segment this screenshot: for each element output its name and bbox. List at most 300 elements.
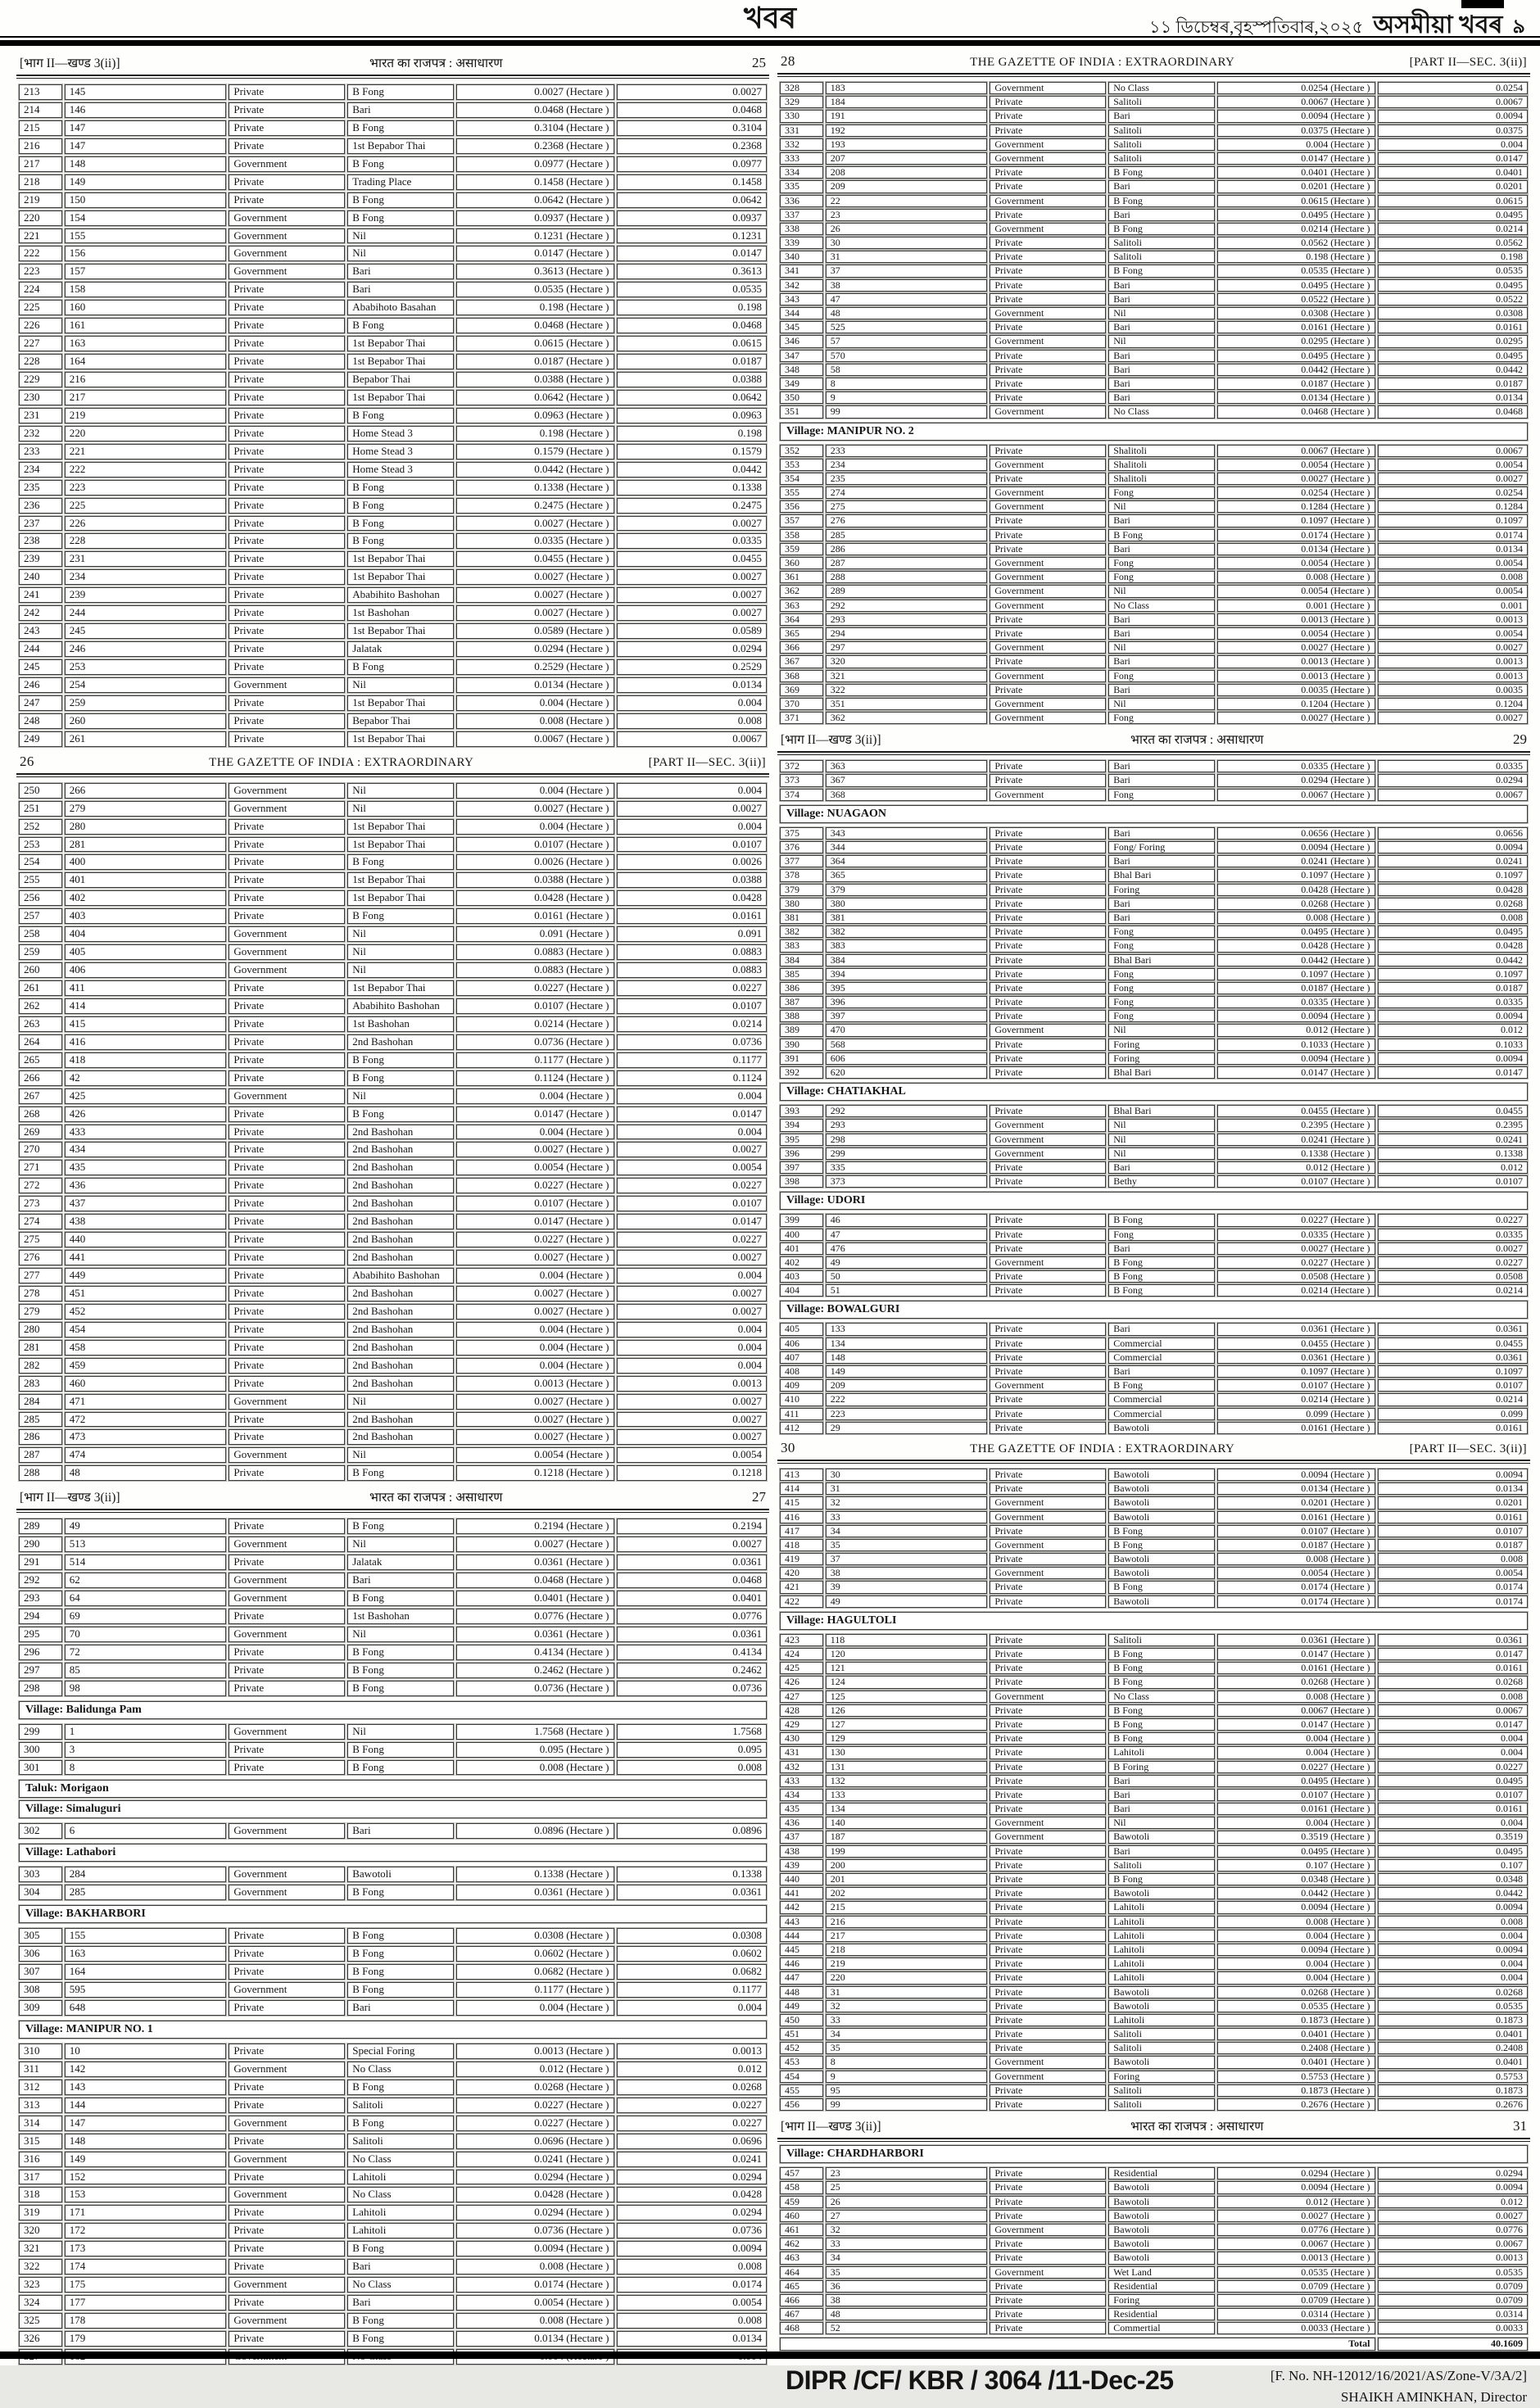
cell-dag-number: 218 [826, 1944, 988, 1956]
cell-ownership: Government [990, 1496, 1106, 1509]
cell-dag-number: 62 [65, 1573, 227, 1588]
cell-dag-number: 275 [826, 500, 988, 513]
cell-serial: 430 [780, 1732, 823, 1745]
cell-area-hectare: 0.0174 (Hectare ) [456, 2277, 614, 2293]
cell-area-value: 0.0254 [1378, 82, 1528, 94]
table-row [780, 279, 1528, 292]
cell-serial: 354 [780, 473, 823, 485]
cell-dag-number: 38 [826, 2294, 988, 2306]
cell-serial: 356 [780, 500, 823, 513]
cell-land-class: Bawotoli [347, 1867, 454, 1882]
cell-land-class: Nil [347, 1627, 454, 1642]
cell-area-hectare: 0.0027 (Hectare ) [456, 1250, 614, 1265]
cell-dag-number: 1 [65, 1724, 227, 1740]
land-records-table [777, 1321, 1530, 1436]
table-row [780, 996, 1528, 1008]
cell-area-value: 0.0268 [1378, 1676, 1528, 1688]
cell-land-class: Bari [1108, 209, 1215, 221]
cell-ownership: Government [229, 1537, 345, 1552]
cell-dag-number: 294 [826, 627, 988, 640]
cell-land-class: Bawotoli [1108, 2196, 1215, 2208]
cell-serial: 252 [19, 819, 62, 835]
cell-dag-number: 149 [65, 2152, 227, 2167]
cell-area-value: 0.0027 [617, 605, 767, 621]
cell-ownership: Private [990, 1581, 1106, 1593]
cell-serial: 462 [780, 2238, 823, 2250]
cell-land-class: 2nd Bashohan [347, 1358, 454, 1374]
cell-serial: 424 [780, 1648, 823, 1660]
cell-area-hectare: 0.004 (Hectare ) [456, 2000, 614, 2016]
cell-serial: 245 [19, 659, 62, 675]
cell-area-value: 0.0227 [1378, 1256, 1528, 1269]
cell-land-class: Bawotoli [1108, 2056, 1215, 2068]
cell-area-hectare: 0.0736 (Hectare ) [456, 1681, 614, 1696]
cell-area-hectare: 0.0602 (Hectare ) [456, 1946, 614, 1962]
table-row [19, 1196, 767, 1211]
cell-area-value: 0.0027 [1378, 2210, 1528, 2222]
cell-dag-number: 222 [826, 1393, 988, 1405]
cell-dag-number: 285 [65, 1885, 227, 1900]
cell-dag-number: 98 [65, 1681, 227, 1696]
cell-serial: 421 [780, 1581, 823, 1593]
cell-area-hectare: 0.3104 (Hectare ) [456, 120, 614, 136]
cell-dag-number: 433 [65, 1125, 227, 1140]
cell-land-class: Nil [1108, 641, 1215, 654]
cell-serial: 251 [19, 801, 62, 817]
cell-dag-number: 172 [65, 2223, 227, 2238]
cell-area-hectare: 0.0335 (Hectare ) [1217, 1229, 1375, 1241]
table-row [19, 336, 767, 351]
cell-land-class: 2nd Bashohan [347, 1412, 454, 1428]
cell-area-hectare: 0.0094 (Hectare ) [1217, 1944, 1375, 1956]
cell-area-hectare: 0.5753 (Hectare ) [1217, 2071, 1375, 2083]
cell-ownership: Government [229, 2116, 345, 2131]
cell-serial: 272 [19, 1178, 62, 1193]
cell-ownership: Government [990, 712, 1106, 724]
cell-dag-number: 382 [826, 926, 988, 938]
cell-area-value: 0.4134 [617, 1645, 767, 1660]
table-row [19, 1107, 767, 1122]
cell-land-class: Salitoli [1108, 1859, 1215, 1872]
table-row [780, 2252, 1528, 2264]
cell-dag-number: 144 [65, 2098, 227, 2113]
cell-area-value: 0.0054 [617, 1447, 767, 1463]
cell-land-class: B Fong [347, 1928, 454, 1944]
cell-serial: 232 [19, 426, 62, 441]
cell-area-value: 0.0035 [1378, 684, 1528, 696]
cell-land-class: Bhal Bari [1108, 1105, 1215, 1117]
cell-area-value: 0.004 [617, 1268, 767, 1283]
table-row [780, 1732, 1528, 1745]
cell-ownership: Private [990, 265, 1106, 277]
cell-ownership: Private [229, 587, 345, 603]
cell-ownership: Private [990, 1161, 1106, 1174]
running-head-page: 28 [781, 53, 795, 69]
table-row [780, 265, 1528, 277]
cell-area-value: 0.0241 [1378, 1134, 1528, 1146]
cell-area-hectare: 0.0348 (Hectare ) [1217, 1873, 1375, 1885]
table-row [19, 120, 767, 136]
table-row [19, 1286, 767, 1301]
cell-area-hectare: 0.0696 (Hectare ) [456, 2134, 614, 2149]
cell-area-value: 0.004 [617, 1089, 767, 1104]
cell-serial: 231 [19, 408, 62, 423]
table-row [780, 1105, 1528, 1117]
cell-area-hectare: 0.0589 (Hectare ) [456, 623, 614, 639]
cell-serial: 220 [19, 210, 62, 226]
table-row [19, 1823, 767, 1839]
cell-area-hectare: 0.0134 (Hectare ) [1217, 543, 1375, 555]
cell-dag-number: 153 [65, 2187, 227, 2202]
cell-dag-number: 276 [826, 514, 988, 527]
table-row [780, 1214, 1528, 1226]
cell-dag-number: 48 [826, 307, 988, 319]
table-row [19, 2187, 767, 2202]
cell-land-class: Nil [1108, 335, 1215, 347]
cell-serial: 248 [19, 713, 62, 729]
cell-area-value: 0.0709 [1378, 2280, 1528, 2293]
cell-ownership: Private [990, 1229, 1106, 1241]
cell-land-class: No Class [1108, 1691, 1215, 1703]
cell-dag-number: 72 [65, 1645, 227, 1660]
cell-area-hectare: 0.0013 (Hectare ) [1217, 655, 1375, 668]
cell-area-value: 0.0615 [1378, 195, 1528, 207]
cell-area-hectare: 0.2475 (Hectare ) [456, 498, 614, 514]
table-row [19, 2116, 767, 2131]
cell-area-hectare: 0.0094 (Hectare ) [1217, 1901, 1375, 1913]
cell-area-hectare: 0.1177 (Hectare ) [456, 1982, 614, 1998]
cell-area-hectare: 0.0054 (Hectare ) [456, 1447, 614, 1463]
masthead-brand: অসমীয়া খবৰ [1373, 3, 1502, 47]
village-header-row: Village: BAKHARBORI [19, 1905, 767, 1923]
cell-dag-number: 280 [65, 819, 227, 835]
cell-dag-number: 202 [826, 1887, 988, 1899]
cell-area-hectare: 0.0187 (Hectare ) [1217, 378, 1375, 390]
cell-area-hectare: 0.091 (Hectare ) [456, 926, 614, 942]
gazette-column-right [777, 49, 1530, 2408]
cell-area-hectare: 0.0147 (Hectare ) [456, 246, 614, 261]
cell-area-hectare: 0.0295 (Hectare ) [1217, 335, 1375, 347]
cell-dag-number: 22 [826, 195, 988, 207]
cell-ownership: Private [229, 1034, 345, 1050]
table-row [19, 2313, 767, 2329]
cell-area-hectare: 0.0054 (Hectare ) [456, 2295, 614, 2311]
cell-land-class: Bawotoli [1108, 2000, 1215, 2012]
cell-area-hectare: 0.1177 (Hectare ) [456, 1052, 614, 1068]
cell-ownership: Private [229, 1663, 345, 1678]
table-row [780, 1634, 1528, 1646]
cell-land-class: B Fong [1108, 529, 1215, 541]
table-row [780, 2280, 1528, 2293]
cell-dag-number: 147 [65, 138, 227, 154]
cell-land-class: B Fong [1108, 195, 1215, 207]
table-row [19, 2098, 767, 2113]
cell-area-value: 0.0335 [1378, 1229, 1528, 1241]
cell-dag-number: 293 [826, 613, 988, 626]
cell-land-class: Lahitoli [1108, 1746, 1215, 1758]
table-row [780, 1789, 1528, 1801]
cell-area-hectare: 0.0094 (Hectare ) [1217, 2181, 1375, 2193]
cell-land-class: B Fong [347, 1663, 454, 1678]
cell-serial: 432 [780, 1761, 823, 1773]
cell-area-hectare: 0.0977 (Hectare ) [456, 156, 614, 172]
running-head-rule [16, 75, 769, 79]
cell-land-class: Bari [1108, 760, 1215, 772]
cell-serial: 335 [780, 180, 823, 192]
cell-serial: 447 [780, 1971, 823, 1984]
cell-area-hectare: 0.1097 (Hectare ) [1217, 1365, 1375, 1378]
cell-land-class: Lahitoli [347, 2205, 454, 2220]
cell-dag-number: 48 [65, 1465, 227, 1481]
cell-ownership: Private [990, 1746, 1106, 1758]
cell-ownership: Private [229, 1052, 345, 1068]
cell-dag-number: 470 [826, 1024, 988, 1036]
cell-ownership: Government [990, 2224, 1106, 2236]
cell-ownership: Private [229, 282, 345, 297]
cell-area-hectare: 0.0656 (Hectare ) [1217, 827, 1375, 840]
cell-area-hectare: 0.0027 (Hectare ) [456, 1286, 614, 1301]
table-row [780, 293, 1528, 306]
cell-serial: 325 [19, 2313, 62, 2329]
village-header-row: Village: CHATIAKHAL [780, 1083, 1528, 1101]
table-row [19, 1214, 767, 1229]
cell-land-class: Salitoli [1108, 251, 1215, 263]
cell-dag-number: 223 [826, 1408, 988, 1420]
cell-serial: 326 [19, 2331, 62, 2347]
cell-serial: 216 [19, 138, 62, 154]
cell-ownership: Private [990, 1284, 1106, 1297]
cell-area-value: 0.0174 [1378, 1596, 1528, 1608]
cell-area-value: 0.0535 [1378, 265, 1528, 277]
taluk-header-row: Taluk: Morigaon [19, 1780, 767, 1798]
cell-area-value: 0.0642 [617, 390, 767, 405]
cell-land-class: Commertial [1108, 2322, 1215, 2334]
cell-dag-number: 32 [826, 2000, 988, 2012]
cell-ownership: Private [990, 1732, 1106, 1745]
cell-serial: 289 [19, 1519, 62, 1534]
cell-dag-number: 244 [65, 605, 227, 621]
cell-serial: 257 [19, 908, 62, 924]
cell-area-value: 0.1177 [617, 1982, 767, 1998]
cell-dag-number: 152 [65, 2170, 227, 2185]
table-row [780, 445, 1528, 457]
cell-serial: 437 [780, 1831, 823, 1843]
cell-ownership: Private [990, 251, 1106, 263]
cell-serial: 269 [19, 1125, 62, 1140]
cell-ownership: Private [990, 237, 1106, 249]
cell-land-class: Ababihoto Basahan [347, 300, 454, 315]
table-row [780, 1803, 1528, 1815]
cell-area-value: 0.0027 [617, 801, 767, 817]
table-row [780, 1010, 1528, 1022]
cell-ownership: Government [229, 801, 345, 817]
cell-area-hectare: 0.008 (Hectare ) [456, 2313, 614, 2329]
table-row [780, 774, 1528, 786]
cell-ownership: Private [990, 684, 1106, 696]
table-row [19, 1160, 767, 1175]
cell-area-hectare: 0.0294 (Hectare ) [1217, 2167, 1375, 2179]
cell-dag-number: 435 [65, 1160, 227, 1175]
table-row [19, 102, 767, 118]
cell-dag-number: 208 [826, 166, 988, 179]
table-row [780, 1511, 1528, 1523]
cell-ownership: Private [990, 2084, 1106, 2097]
cell-dag-number: 146 [65, 102, 227, 118]
table-row [19, 1232, 767, 1247]
cell-dag-number: 476 [826, 1242, 988, 1255]
cell-area-hectare: 0.0033 (Hectare ) [1217, 2322, 1375, 2334]
cell-ownership: Private [990, 2238, 1106, 2250]
table-row [780, 1379, 1528, 1392]
cell-dag-number: 164 [65, 354, 227, 369]
cell-ownership: Private [990, 884, 1106, 896]
table-row [780, 307, 1528, 319]
cell-dag-number: 131 [826, 1761, 988, 1773]
cell-area-value: 0.1097 [1378, 968, 1528, 980]
cell-area-hectare: 0.1124 (Hectare ) [456, 1070, 614, 1086]
running-head-rule [777, 2138, 1530, 2142]
cell-ownership: Private [990, 1553, 1106, 1565]
cell-serial: 239 [19, 551, 62, 567]
cell-ownership: Private [990, 392, 1106, 404]
cell-serial: 422 [780, 1596, 823, 1608]
cell-ownership: Private [990, 1351, 1106, 1364]
cell-area-value: 0.0054 [1378, 585, 1528, 597]
cell-area-value: 0.0067 [1378, 96, 1528, 108]
table-row [780, 1746, 1528, 1758]
cell-area-value: 0.008 [617, 2259, 767, 2274]
table-row [780, 1052, 1528, 1065]
cell-area-value: 0.2194 [617, 1519, 767, 1534]
cell-area-hectare: 0.0896 (Hectare ) [456, 1823, 614, 1839]
running-head-right: [PART II—SEC. 3(ii)] [1409, 1442, 1527, 1455]
cell-area-hectare: 0.0027 (Hectare ) [456, 1394, 614, 1410]
table-row [19, 998, 767, 1014]
cell-serial: 459 [780, 2196, 823, 2208]
cell-area-hectare: 0.0035 (Hectare ) [1217, 684, 1375, 696]
cell-serial: 392 [780, 1066, 823, 1079]
table-row [19, 1340, 767, 1356]
cell-area-value: 0.0227 [617, 2098, 767, 2113]
table-row [780, 2071, 1528, 2083]
cell-land-class: No Class [347, 2277, 454, 2293]
cell-area-value: 0.0187 [617, 354, 767, 369]
cell-land-class: 1st Bepabor Thai [347, 623, 454, 639]
cell-dag-number: 209 [826, 1379, 988, 1392]
cell-area-value: 0.095 [617, 1742, 767, 1758]
cell-area-value: 0.0027 [617, 1304, 767, 1319]
cell-area-value: 0.2408 [1378, 2042, 1528, 2054]
village-header-row: Village: UDORI [780, 1192, 1528, 1210]
cell-area-hectare: 0.0535 (Hectare ) [1217, 2000, 1375, 2012]
cell-ownership: Government [990, 789, 1106, 801]
cell-area-hectare: 0.0642 (Hectare ) [456, 390, 614, 405]
cell-area-value: 0.008 [1378, 571, 1528, 583]
gazette-columns [0, 46, 1540, 2408]
cell-dag-number: 95 [826, 2084, 988, 2097]
cell-area-value: 0.198 [1378, 251, 1528, 263]
cell-area-value: 0.1338 [617, 480, 767, 496]
cell-area-hectare: 0.1458 (Hectare ) [456, 174, 614, 190]
cell-area-hectare: 0.0161 (Hectare ) [1217, 1803, 1375, 1815]
cell-area-hectare: 0.0294 (Hectare ) [456, 2170, 614, 2185]
cell-area-value: 0.008 [1378, 1691, 1528, 1703]
cell-area-value: 0.004 [617, 695, 767, 711]
cell-ownership: Private [229, 1429, 345, 1445]
cell-land-class: Fong/ Foring [1108, 841, 1215, 853]
table-row [19, 2241, 767, 2256]
cell-serial: 221 [19, 229, 62, 244]
cell-area-value: 0.107 [1378, 1859, 1528, 1872]
cell-area-value: 0.012 [1378, 1161, 1528, 1174]
cell-area-value: 0.0027 [617, 1286, 767, 1301]
table-row [19, 677, 767, 693]
newspaper-masthead [0, 0, 1540, 36]
cell-area-value: 0.0455 [1378, 1105, 1528, 1117]
cell-land-class: B Fong [347, 192, 454, 208]
cell-area-hectare: 0.0054 (Hectare ) [1217, 1567, 1375, 1579]
cell-ownership: Private [229, 731, 345, 747]
cell-land-class: Nil [1108, 698, 1215, 710]
cell-area-hectare: 0.1338 (Hectare ) [456, 480, 614, 496]
cell-dag-number: 411 [65, 980, 227, 996]
cell-dag-number: 147 [65, 2116, 227, 2131]
cell-dag-number: 49 [65, 1519, 227, 1534]
cell-land-class: 2nd Bashohan [347, 1142, 454, 1157]
cell-land-class: Bari [1108, 627, 1215, 640]
cell-serial: 375 [780, 827, 823, 840]
cell-area-value: 0.0147 [1378, 1718, 1528, 1731]
cell-dag-number: 223 [65, 480, 227, 496]
cell-area-hectare: 0.1204 (Hectare ) [1217, 698, 1375, 710]
table-row [780, 2224, 1528, 2236]
cell-area-value: 0.0013 [1378, 670, 1528, 682]
cell-land-class: Fong [1108, 712, 1215, 724]
cell-land-class: Salitoli [347, 2098, 454, 2113]
cell-dag-number: 35 [826, 2042, 988, 2054]
cell-land-class: Bari [347, 2295, 454, 2311]
village-header-row: Village: NUAGAON [780, 805, 1528, 823]
cell-area-hectare: 0.008 (Hectare ) [456, 2259, 614, 2274]
cell-ownership: Private [229, 390, 345, 405]
cell-dag-number: 217 [65, 390, 227, 405]
cell-land-class: 2nd Bashohan [347, 1214, 454, 1229]
cell-dag-number: 148 [826, 1351, 988, 1364]
cell-ownership: Private [229, 569, 345, 585]
cell-area-hectare: 0.1097 (Hectare ) [1217, 514, 1375, 527]
table-row [780, 1831, 1528, 1843]
cell-area-value: 0.0227 [617, 2116, 767, 2131]
cell-area-value: 0.2368 [617, 138, 767, 154]
masthead-badge [1461, 0, 1504, 8]
cell-dag-number: 292 [826, 1105, 988, 1117]
cell-land-class: B Fong [1108, 1648, 1215, 1660]
cell-area-value: 0.0107 [1378, 1379, 1528, 1392]
cell-dag-number: 513 [65, 1537, 227, 1552]
cell-dag-number: 281 [65, 837, 227, 853]
cell-area-value: 0.1338 [617, 1867, 767, 1882]
land-records-table [777, 80, 1530, 420]
table-row [19, 819, 767, 835]
table-row [19, 1681, 767, 1696]
cell-dag-number: 52 [826, 2322, 988, 2334]
cell-ownership: Private [990, 2028, 1106, 2040]
cell-land-class: Bari [347, 264, 454, 279]
cell-area-value: 0.0027 [617, 1429, 767, 1445]
cell-ownership: Private [990, 968, 1106, 980]
table-row [19, 2205, 767, 2220]
cell-area-hectare: 0.0241 (Hectare ) [1217, 855, 1375, 867]
